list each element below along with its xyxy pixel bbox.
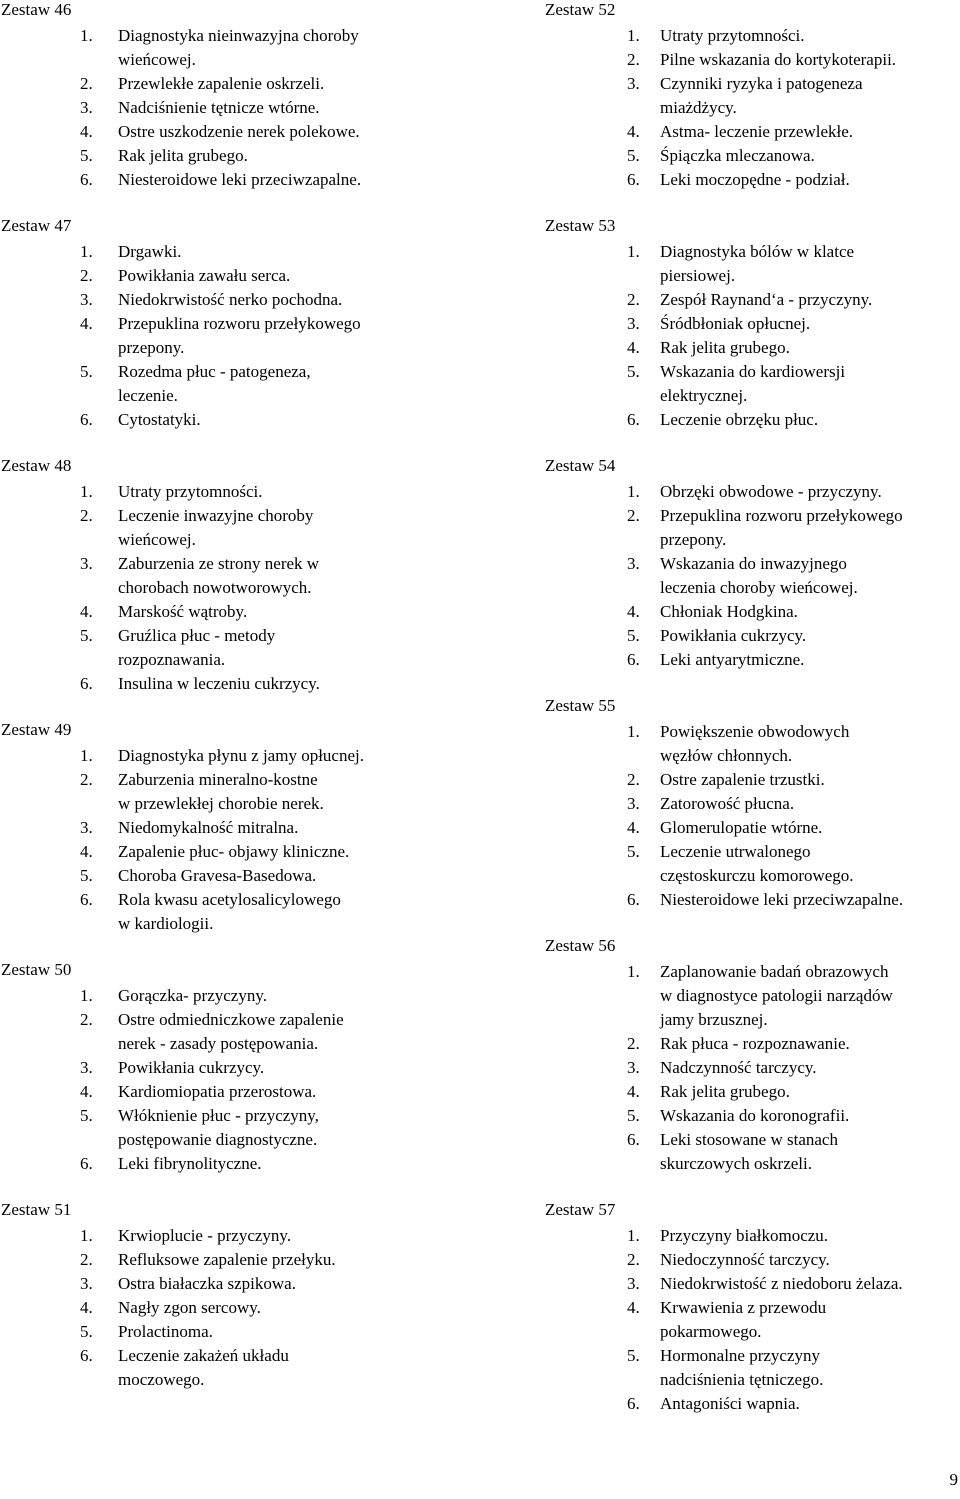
list-item bbox=[545, 1224, 903, 1248]
zestaw-section bbox=[545, 696, 903, 912]
item-number: 4. bbox=[627, 338, 640, 357]
item-number: 2. bbox=[627, 50, 640, 69]
item-text-line: Glomerulopatie wtórne. bbox=[660, 818, 823, 837]
item-text-line: Niedokrwistość nerko pochodna. bbox=[118, 290, 343, 309]
zestaw-title: Zestaw 55 bbox=[545, 696, 616, 715]
item-number: 1. bbox=[80, 482, 93, 501]
item-text-line: Ostre odmiedniczkowe zapalenie bbox=[118, 1010, 344, 1029]
item-text-line: postępowanie diagnostyczne. bbox=[118, 1130, 318, 1149]
list-item bbox=[545, 768, 903, 792]
item-number: 1. bbox=[627, 1226, 640, 1245]
item-text-line: w przewlekłej chorobie nerek. bbox=[118, 794, 324, 813]
item-text-line: Zaplanowanie badań obrazowych bbox=[660, 962, 889, 981]
list-item bbox=[545, 360, 872, 408]
item-number: 5. bbox=[627, 1106, 640, 1125]
list-item bbox=[545, 600, 903, 624]
page-number: 9 bbox=[949, 1470, 958, 1489]
item-number: 5. bbox=[80, 146, 93, 165]
item-text-line: Rak jelita grubego. bbox=[660, 338, 790, 357]
list-item bbox=[1, 360, 361, 408]
item-number: 4. bbox=[627, 122, 640, 141]
list-item bbox=[545, 168, 896, 192]
item-text-line: Gruźlica płuc - metody bbox=[118, 626, 276, 645]
list-item bbox=[545, 1056, 893, 1080]
item-number: 5. bbox=[80, 1322, 93, 1341]
item-number: 1. bbox=[627, 722, 640, 741]
item-number: 6. bbox=[627, 890, 640, 909]
item-number: 1. bbox=[80, 26, 93, 45]
item-number: 4. bbox=[80, 1298, 93, 1317]
zestaw-section bbox=[545, 456, 903, 672]
item-text-line: Przepuklina rozworu przełykowego bbox=[118, 314, 361, 333]
list-item bbox=[545, 792, 903, 816]
zestaw-title: Zestaw 52 bbox=[545, 0, 616, 19]
item-text-line: Zaburzenia ze strony nerek w bbox=[118, 554, 320, 573]
list-item bbox=[545, 504, 903, 552]
zestaw-section bbox=[1, 456, 320, 696]
item-text-line: Ostra białaczka szpikowa. bbox=[118, 1274, 296, 1293]
item-number: 3. bbox=[80, 818, 93, 837]
item-text-line: Przewlekłe zapalenie oskrzeli. bbox=[118, 74, 325, 93]
item-number: 3. bbox=[627, 1274, 640, 1293]
item-text-line: Leki stosowane w stanach bbox=[660, 1130, 838, 1149]
item-text-line: Utraty przytomności. bbox=[660, 26, 805, 45]
item-text-line: Prolactinoma. bbox=[118, 1322, 213, 1341]
zestaw-title: Zestaw 54 bbox=[545, 456, 616, 475]
item-number: 6. bbox=[627, 170, 640, 189]
item-number: 3. bbox=[627, 794, 640, 813]
list-item bbox=[545, 48, 896, 72]
item-number: 6. bbox=[80, 1346, 93, 1365]
list-item bbox=[1, 408, 361, 432]
list-item bbox=[545, 960, 893, 1032]
item-text-line: Chłoniak Hodgkina. bbox=[660, 602, 798, 621]
item-number: 4. bbox=[80, 842, 93, 861]
item-text-line: w diagnostyce patologii narządów bbox=[660, 986, 893, 1005]
item-number: 6. bbox=[627, 1130, 640, 1149]
item-text-line: Leki fibrynolityczne. bbox=[118, 1154, 262, 1173]
item-text-line: Leczenie inwazyjne choroby bbox=[118, 506, 314, 525]
item-text-line: Nadciśnienie tętnicze wtórne. bbox=[118, 98, 320, 117]
item-text-line: Niedoczynność tarczycy. bbox=[660, 1250, 830, 1269]
zestaw-title: Zestaw 57 bbox=[545, 1200, 616, 1219]
item-number: 4. bbox=[80, 122, 93, 141]
item-text-line: pokarmowego. bbox=[660, 1322, 762, 1341]
item-number: 2. bbox=[80, 770, 93, 789]
list-item bbox=[1, 1008, 344, 1056]
item-number: 1. bbox=[80, 986, 93, 1005]
item-number: 2. bbox=[80, 266, 93, 285]
zestaw-section bbox=[1, 216, 361, 432]
item-number: 6. bbox=[627, 410, 640, 429]
list-item bbox=[545, 1392, 903, 1416]
item-number: 6. bbox=[80, 410, 93, 429]
item-number: 2. bbox=[627, 290, 640, 309]
item-text-line: Krwioplucie - przyczyny. bbox=[118, 1226, 292, 1245]
list-item bbox=[1, 1224, 336, 1248]
list-item bbox=[1, 816, 364, 840]
item-number: 2. bbox=[627, 1250, 640, 1269]
item-text-line: Niesteroidowe leki przeciwzapalne. bbox=[118, 170, 362, 189]
list-item bbox=[545, 1032, 893, 1056]
item-text-line: Diagnostyka płynu z jamy opłucnej. bbox=[118, 746, 364, 765]
item-number: 3. bbox=[627, 314, 640, 333]
item-text-line: Kardiomiopatia przerostowa. bbox=[118, 1082, 317, 1101]
zestaw-section bbox=[1, 960, 344, 1176]
item-number: 5. bbox=[627, 146, 640, 165]
item-text-line: Diagnostyka nieinwazyjna choroby bbox=[118, 26, 359, 45]
item-number: 4. bbox=[627, 602, 640, 621]
item-number: 3. bbox=[80, 290, 93, 309]
list-item bbox=[1, 504, 320, 552]
list-item bbox=[1, 24, 361, 72]
item-text-line: w kardiologii. bbox=[118, 914, 214, 933]
item-text-line: Leczenie obrzęku płuc. bbox=[660, 410, 819, 429]
item-text-line: Krwawienia z przewodu bbox=[660, 1298, 827, 1317]
item-text-line: piersiowej. bbox=[660, 266, 736, 285]
item-text-line: Śródbłoniak opłucnej. bbox=[660, 314, 811, 333]
item-number: 2. bbox=[627, 1034, 640, 1053]
item-text-line: Antagoniści wapnia. bbox=[660, 1394, 800, 1413]
item-text-line: Marskość wątroby. bbox=[118, 602, 248, 621]
list-item bbox=[545, 312, 872, 336]
list-item bbox=[545, 1080, 893, 1104]
list-item bbox=[545, 1248, 903, 1272]
item-number: 6. bbox=[627, 650, 640, 669]
item-text-line: Powiększenie obwodowych bbox=[660, 722, 850, 741]
list-item bbox=[1, 1248, 336, 1272]
zestaw-section bbox=[1, 0, 361, 192]
item-number: 3. bbox=[80, 1058, 93, 1077]
item-number: 5. bbox=[80, 866, 93, 885]
list-item bbox=[545, 816, 903, 840]
list-item bbox=[545, 240, 872, 288]
item-number: 5. bbox=[80, 362, 93, 381]
item-text-line: leczenie. bbox=[118, 386, 178, 405]
item-text-line: częstoskurczu komorowego. bbox=[660, 866, 854, 885]
item-number: 6. bbox=[80, 890, 93, 909]
item-number: 5. bbox=[627, 842, 640, 861]
item-text-line: węzłów chłonnych. bbox=[660, 746, 793, 765]
item-text-line: Pilne wskazania do kortykoterapii. bbox=[660, 50, 897, 69]
item-number: 5. bbox=[80, 1106, 93, 1125]
list-item bbox=[1, 264, 361, 288]
list-item bbox=[1, 600, 320, 624]
item-text-line: przepony. bbox=[660, 530, 727, 549]
item-text-line: Rak jelita grubego. bbox=[118, 146, 248, 165]
list-item bbox=[1, 1320, 336, 1344]
list-item bbox=[1, 1104, 344, 1152]
item-text-line: Diagnostyka bólów w klatce bbox=[660, 242, 855, 261]
item-text-line: Zapalenie płuc- objawy kliniczne. bbox=[118, 842, 350, 861]
list-item bbox=[545, 648, 903, 672]
item-text-line: moczowego. bbox=[118, 1370, 205, 1389]
item-text-line: Powikłania cukrzycy. bbox=[118, 1058, 265, 1077]
zestaw-section bbox=[1, 1200, 336, 1392]
list-item bbox=[1, 288, 361, 312]
item-text-line: Leki moczopędne - podział. bbox=[660, 170, 850, 189]
item-text-line: miażdżycy. bbox=[660, 98, 737, 117]
item-text-line: Włóknienie płuc - przyczyny, bbox=[118, 1106, 319, 1125]
item-number: 1. bbox=[627, 482, 640, 501]
item-number: 3. bbox=[80, 98, 93, 117]
item-number: 3. bbox=[627, 554, 640, 573]
item-number: 5. bbox=[627, 626, 640, 645]
item-number: 6. bbox=[627, 1394, 640, 1413]
item-number: 1. bbox=[80, 242, 93, 261]
list-item bbox=[1, 864, 364, 888]
item-text-line: rozpoznawania. bbox=[118, 650, 226, 669]
item-text-line: Leczenie utrwalonego bbox=[660, 842, 811, 861]
list-item bbox=[1, 480, 320, 504]
item-number: 3. bbox=[80, 1274, 93, 1293]
item-text-line: Zatorowość płucna. bbox=[660, 794, 795, 813]
item-number: 6. bbox=[80, 170, 93, 189]
item-number: 1. bbox=[627, 26, 640, 45]
item-number: 6. bbox=[80, 1154, 93, 1173]
item-text-line: Leki antyarytmiczne. bbox=[660, 650, 805, 669]
list-item bbox=[545, 1296, 903, 1344]
item-text-line: jamy brzusznej. bbox=[660, 1010, 768, 1029]
item-text-line: Powikłania zawału serca. bbox=[118, 266, 291, 285]
list-item bbox=[1, 312, 361, 360]
list-item bbox=[545, 552, 903, 600]
item-text-line: wieńcowej. bbox=[118, 530, 196, 549]
item-number: 3. bbox=[80, 554, 93, 573]
item-number: 5. bbox=[627, 1346, 640, 1365]
item-text-line: Astma- leczenie przewlekłe. bbox=[660, 122, 854, 141]
item-number: 1. bbox=[627, 962, 640, 981]
zestaw-title: Zestaw 48 bbox=[1, 456, 72, 475]
item-text-line: Obrzęki obwodowe - przyczyny. bbox=[660, 482, 882, 501]
item-text-line: Ostre uszkodzenie nerek polekowe. bbox=[118, 122, 360, 141]
item-text-line: Ostre zapalenie trzustki. bbox=[660, 770, 825, 789]
item-number: 4. bbox=[627, 1082, 640, 1101]
item-number: 4. bbox=[80, 314, 93, 333]
list-item bbox=[1, 1272, 336, 1296]
list-item bbox=[545, 336, 872, 360]
zestaw-title: Zestaw 51 bbox=[1, 1200, 72, 1219]
item-number: 4. bbox=[627, 1298, 640, 1317]
item-text-line: przepony. bbox=[118, 338, 185, 357]
item-number: 2. bbox=[80, 506, 93, 525]
list-item bbox=[545, 24, 896, 48]
item-text-line: Czynniki ryzyka i patogeneza bbox=[660, 74, 863, 93]
list-item bbox=[545, 120, 896, 144]
item-text-line: Rak jelita grubego. bbox=[660, 1082, 790, 1101]
zestaw-section bbox=[545, 936, 893, 1176]
item-number: 4. bbox=[80, 602, 93, 621]
item-text-line: Wskazania do inwazyjnego bbox=[660, 554, 847, 573]
item-text-line: Gorączka- przyczyny. bbox=[118, 986, 267, 1005]
item-number: 4. bbox=[80, 1082, 93, 1101]
item-number: 4. bbox=[627, 818, 640, 837]
list-item bbox=[1, 96, 361, 120]
item-number: 2. bbox=[80, 1250, 93, 1269]
item-number: 1. bbox=[80, 746, 93, 765]
list-item bbox=[1, 240, 361, 264]
list-item bbox=[545, 1344, 903, 1392]
item-text-line: Niedomykalność mitralna. bbox=[118, 818, 299, 837]
item-text-line: Utraty przytomności. bbox=[118, 482, 263, 501]
list-item bbox=[1, 1344, 336, 1392]
item-text-line: Powikłania cukrzycy. bbox=[660, 626, 807, 645]
item-number: 2. bbox=[627, 506, 640, 525]
list-item bbox=[545, 1272, 903, 1296]
item-number: 2. bbox=[80, 74, 93, 93]
item-text-line: Nadczynność tarczycy. bbox=[660, 1058, 817, 1077]
list-item bbox=[1, 768, 364, 816]
list-item bbox=[545, 144, 896, 168]
zestaw-title: Zestaw 49 bbox=[1, 720, 72, 739]
list-item bbox=[545, 888, 903, 912]
item-text-line: wieńcowej. bbox=[118, 50, 196, 69]
list-item bbox=[1, 672, 320, 696]
list-item bbox=[1, 1056, 344, 1080]
item-text-line: Zespół Raynand‘a - przyczyny. bbox=[660, 290, 873, 309]
item-text-line: nadciśnienia tętniczego. bbox=[660, 1370, 824, 1389]
list-item bbox=[1, 168, 361, 192]
list-item bbox=[1, 1080, 344, 1104]
item-text-line: Leczenie zakażeń układu bbox=[118, 1346, 289, 1365]
item-text-line: Niedokrwistość z niedoboru żelaza. bbox=[660, 1274, 903, 1293]
list-item bbox=[545, 288, 872, 312]
item-text-line: Hormonalne przyczyny bbox=[660, 1346, 821, 1365]
zestaw-title: Zestaw 50 bbox=[1, 960, 72, 979]
list-item bbox=[545, 408, 872, 432]
item-text-line: Wskazania do kardiowersji bbox=[660, 362, 846, 381]
list-item bbox=[545, 624, 903, 648]
item-text-line: Insulina w leczeniu cukrzycy. bbox=[118, 674, 320, 693]
item-text-line: Drgawki. bbox=[118, 242, 182, 261]
item-number: 1. bbox=[627, 242, 640, 261]
list-item bbox=[545, 72, 896, 120]
list-item bbox=[1, 120, 361, 144]
zestaw-title: Zestaw 47 bbox=[1, 216, 72, 235]
list-item bbox=[1, 744, 364, 768]
list-item bbox=[1, 144, 361, 168]
list-item bbox=[1, 888, 364, 936]
item-text-line: Śpiączka mleczanowa. bbox=[660, 146, 815, 165]
list-item bbox=[1, 72, 361, 96]
list-item bbox=[1, 1296, 336, 1320]
item-text-line: Nagły zgon sercowy. bbox=[118, 1298, 261, 1317]
item-text-line: Niesteroidowe leki przeciwzapalne. bbox=[660, 890, 904, 909]
item-number: 5. bbox=[627, 362, 640, 381]
list-item bbox=[545, 840, 903, 888]
item-text-line: Cytostatyki. bbox=[118, 410, 201, 429]
list-item bbox=[545, 480, 903, 504]
item-text-line: Przyczyny białkomoczu. bbox=[660, 1226, 829, 1245]
zestaw-title: Zestaw 46 bbox=[1, 0, 72, 19]
list-item bbox=[545, 720, 903, 768]
zestaw-section bbox=[545, 0, 896, 192]
item-number: 1. bbox=[80, 1226, 93, 1245]
item-text-line: skurczowych oskrzeli. bbox=[660, 1154, 813, 1173]
item-text-line: nerek - zasady postępowania. bbox=[118, 1034, 319, 1053]
zestaw-section bbox=[545, 1200, 903, 1416]
item-text-line: Choroba Gravesa-Basedowa. bbox=[118, 866, 317, 885]
zestaw-section bbox=[1, 720, 364, 936]
item-text-line: Rola kwasu acetylosalicylowego bbox=[118, 890, 341, 909]
item-text-line: elektrycznej. bbox=[660, 386, 748, 405]
list-item bbox=[1, 1152, 344, 1176]
item-number: 2. bbox=[627, 770, 640, 789]
list-item bbox=[1, 624, 320, 672]
list-item bbox=[1, 984, 344, 1008]
item-number: 6. bbox=[80, 674, 93, 693]
item-text-line: Zaburzenia mineralno-kostne bbox=[118, 770, 318, 789]
item-text-line: Rak płuca - rozpoznawanie. bbox=[660, 1034, 850, 1053]
zestaw-title: Zestaw 53 bbox=[545, 216, 616, 235]
item-text-line: Refluksowe zapalenie przełyku. bbox=[118, 1250, 336, 1269]
list-item bbox=[1, 840, 364, 864]
item-number: 3. bbox=[627, 74, 640, 93]
item-text-line: chorobach nowotworowych. bbox=[118, 578, 312, 597]
item-text-line: leczenia choroby wieńcowej. bbox=[660, 578, 858, 597]
zestaw-section bbox=[545, 216, 872, 432]
list-item bbox=[545, 1104, 893, 1128]
item-number: 2. bbox=[80, 1010, 93, 1029]
item-number: 5. bbox=[80, 626, 93, 645]
item-text-line: Wskazania do koronografii. bbox=[660, 1106, 850, 1125]
item-text-line: Rozedma płuc - patogeneza, bbox=[118, 362, 311, 381]
item-number: 3. bbox=[627, 1058, 640, 1077]
list-item bbox=[1, 552, 320, 600]
item-text-line: Przepuklina rozworu przełykowego bbox=[660, 506, 903, 525]
list-item bbox=[545, 1128, 893, 1176]
zestaw-title: Zestaw 56 bbox=[545, 936, 616, 955]
